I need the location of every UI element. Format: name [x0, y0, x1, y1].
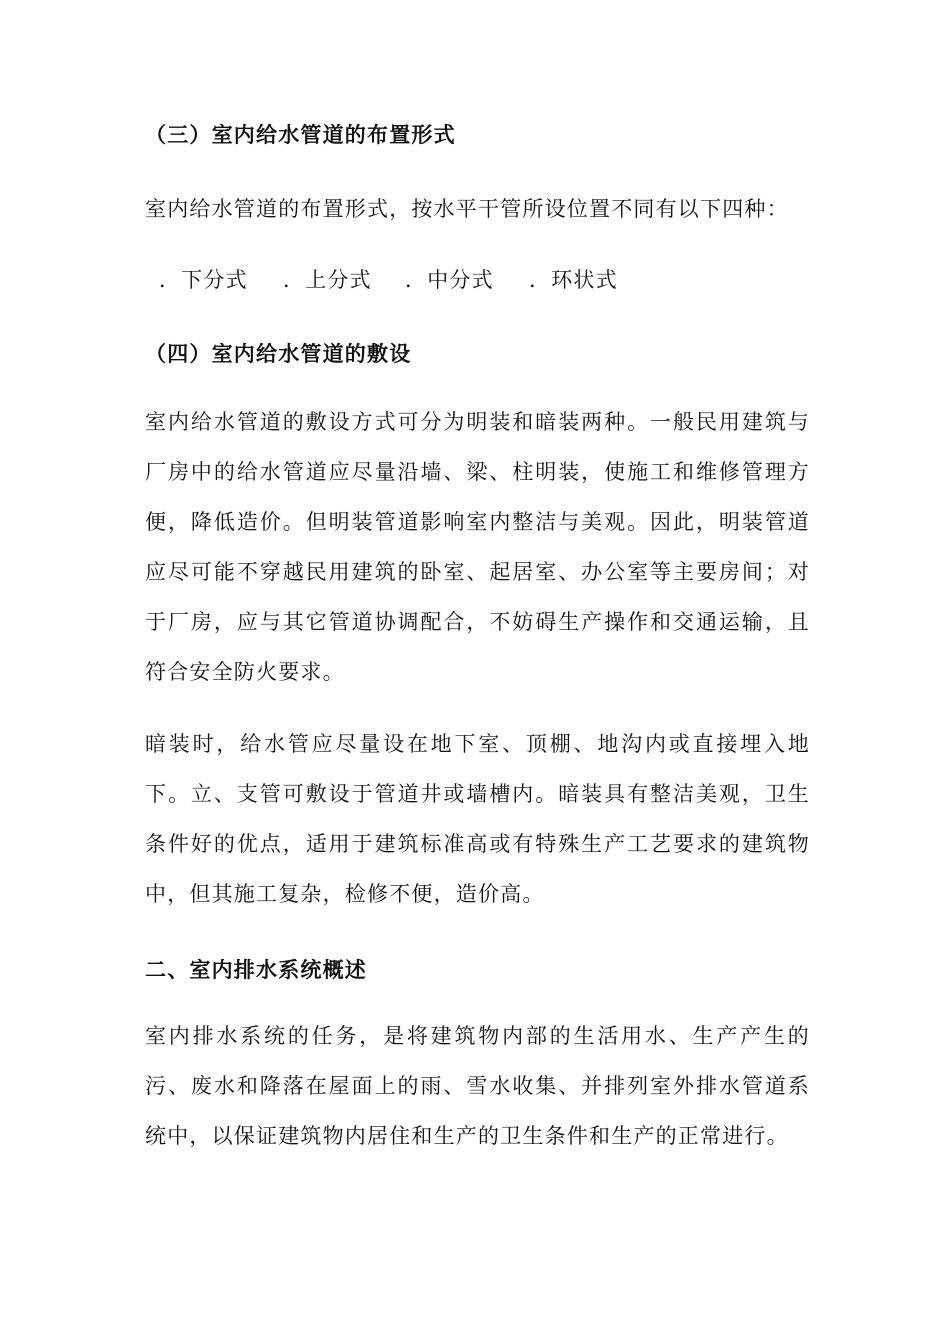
layout-option-lower: ．下分式 — [159, 268, 248, 292]
part2-paragraph: 室内排水系统的任务，是将建筑物内部的生活用水、生产产生的污、废水和降落在屋面上的雨、雪水收集、并排列室外排水管道系统中，以保证建筑物内居住和生产的卫生条件和生产的正常进行。 — [145, 1024, 810, 1148]
section4-heading: （四）室内给水管道的敷设 — [145, 341, 412, 366]
section4-paragraph-1: 室内给水管道的敷设方式可分为明装和暗装两种。一般民用建筑与厂房中的给水管道应尽量沿墙、梁、柱明装，使施工和维修管理方便，降低造价。但明装管道影响室内整洁与美观。因此，明装管道应尽可能不穿越民用建筑的卧室、起居室、办公室等主要房间；对于厂房，应与其它管道协调配合，不妨碍生产操作和交通运输，且符合安全防火要求。 — [145, 410, 810, 684]
section4-paragraph-2: 暗装时，给水管应尽量设在地下室、顶棚、地沟内或直接埋入地下。立、支管可敷设于管道井或墙槽内。暗装具有整洁美观，卫生条件好的优点，适用于建筑标准高或有特殊生产工艺要求的建筑物中，但其施工复杂，检修不便，造价高。 — [145, 732, 810, 906]
layout-option-middle: ．中分式 — [405, 268, 494, 292]
part2-heading: 二、室内排水系统概述 — [145, 957, 367, 982]
layout-option-upper: ．上分式 — [283, 268, 372, 292]
layout-option-ring: ．环状式 — [529, 268, 618, 292]
section3-heading: （三）室内给水管道的布置形式 — [145, 122, 456, 147]
section3-intro: 室内给水管道的布置形式，按水平干管所设位置不同有以下四种： — [145, 197, 789, 221]
